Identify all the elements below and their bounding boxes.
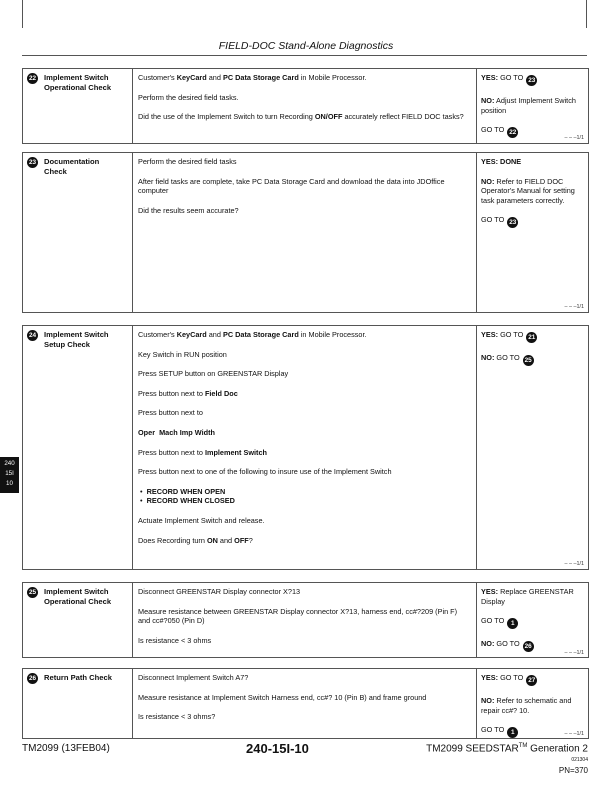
section-23-title: Documentation (44, 157, 100, 166)
step-number-icon: 26 (28, 675, 37, 682)
footer-code: 021304 (571, 757, 588, 763)
section-25-title: Implement Switch (44, 587, 109, 596)
header-left-rule (22, 0, 23, 28)
goto-result: GO TO 22 (481, 125, 517, 137)
procedure-step: Disconnect GREENSTAR Display connector X?13 (138, 587, 301, 596)
section-25-procedure (132, 583, 477, 657)
step-number-icon: 22 (28, 75, 37, 82)
section-25-title-2: Operational Check (44, 597, 112, 606)
continuation-mark: – – –1/1 (564, 135, 584, 141)
goto-step-icon[interactable]: 27 (528, 677, 536, 684)
continuation-mark: – – –1/1 (564, 731, 584, 737)
section-24 (22, 325, 589, 570)
procedure-step: Press SETUP button on GREENSTAR Display (138, 369, 289, 379)
procedure-step: Perform the desired field tasks. (138, 92, 239, 102)
side-tab-line2: 15I (5, 470, 14, 477)
goto-step-icon[interactable]: 23 (509, 219, 517, 227)
section-26-title-cell (23, 669, 132, 738)
goto-step-icon[interactable]: 26 (524, 643, 532, 651)
procedure-step: Customer's KeyCard and PC Data Storage Card in Mobile Processor. (138, 330, 367, 339)
section-23-title-cell (23, 153, 132, 312)
procedure-step: Measure resistance at Implement Switch Harness end, cc#? 10 (Pin B) and frame ground (138, 692, 427, 702)
no-result: NO: Refer to schematic and repair cc#? 10. (481, 696, 572, 715)
no-result: NO: Adjust Implement Switch position (481, 96, 576, 115)
step-number-icon: 23 (28, 159, 37, 166)
section-24-title: Implement Switch (44, 330, 109, 339)
procedure-step: Press button next to Implement Switch (138, 447, 267, 457)
footer-page-number: 240-15I-10 (246, 741, 309, 756)
section-25-result (476, 583, 588, 657)
header-divider (22, 55, 587, 56)
goto-step-icon[interactable]: 21 (528, 334, 536, 341)
section-24-title-2: Setup Check (44, 340, 90, 349)
procedure-step: Press button next to one of the following to insure use of the Implement Switch (138, 467, 392, 477)
step-number-icon: 24 (28, 332, 37, 339)
header-right-rule (586, 0, 587, 28)
yes-result: YES: DONE (481, 157, 522, 166)
section-24-title-cell (23, 326, 132, 569)
procedure-step: Perform the desired field tasks (138, 157, 237, 166)
list-item: • RECORD WHEN CLOSED (140, 496, 471, 506)
section-26 (22, 668, 589, 739)
section-22-procedure (132, 69, 477, 143)
goto-step-icon[interactable]: 22 (509, 129, 517, 137)
continuation-mark: – – –1/1 (564, 561, 584, 567)
record-options-list (138, 487, 471, 506)
section-26-result (476, 669, 588, 738)
section-25-title-cell (23, 583, 132, 657)
side-tab-line3: 10 (6, 480, 13, 487)
goto-result: GO TO 1 (481, 616, 585, 629)
procedure-step: Customer's KeyCard and PC Data Storage Card in Mobile Processor. (138, 73, 367, 82)
goto-step-icon[interactable]: 1 (507, 618, 518, 629)
procedure-step: Press button next to (138, 408, 203, 418)
section-22-title-2: Operational Check (44, 83, 112, 92)
side-tab (0, 457, 19, 493)
procedure-step: After field tasks are complete, take PC Data Storage Card and download the data into JDOffice computer (138, 176, 445, 196)
section-22-title: Implement Switch (44, 73, 109, 82)
procedure-step: Oper Mach Imp Width (138, 427, 215, 437)
goto-step-icon[interactable]: 25 (524, 357, 532, 364)
section-24-result (476, 326, 588, 569)
footer-doc-id: TM2099 (13FEB04) (22, 743, 110, 754)
procedure-step: Is resistance < 3 ohms (138, 635, 212, 645)
no-result: NO: GO TO 26 (481, 639, 532, 651)
procedure-step: Measure resistance between GREENSTAR Display connector X?13, harness end, cc#?209 (Pin F) and cc#?050 (Pin D) (138, 606, 458, 626)
section-26-title: Return Path Check (44, 673, 112, 682)
section-24-procedure (132, 326, 477, 569)
continuation-mark: – – –1/1 (564, 650, 584, 656)
no-result: NO: GO TO 25 (481, 353, 532, 364)
no-result: NO: Refer to FIELD DOC Operator's Manual for setting task parameters correctly. (481, 176, 575, 205)
yes-result: YES: Replace GREENSTAR Display (481, 587, 574, 606)
section-25 (22, 582, 589, 658)
procedure-step: Actuate Implement Switch and release. (138, 515, 265, 525)
continuation-mark: – – –1/1 (564, 304, 584, 310)
goto-result: GO TO 23 (481, 215, 517, 227)
goto-step-icon[interactable]: 23 (528, 77, 536, 84)
footer-pn: PN=370 (558, 766, 588, 775)
procedure-step: Does Recording turn ON and OFF? (138, 535, 253, 545)
procedure-step: Did the use of the Implement Switch to turn Recording ON/OFF accurately reflect FIELD DOC tasks? (138, 112, 464, 122)
procedure-step: Key Switch in RUN position (138, 349, 227, 359)
procedure-step: Press button next to Field Doc (138, 388, 238, 398)
yes-result: YES: GO TO 23 (481, 73, 536, 84)
section-22 (22, 68, 589, 144)
section-23-procedure (132, 153, 477, 312)
footer-title: TM2099 SEEDSTAR™ Generation 2 (426, 743, 588, 755)
section-22-title-cell (23, 69, 132, 143)
procedure-step: Disconnect Implement Switch A7? (138, 673, 249, 682)
procedure-step: Did the results seem accurate? (138, 205, 239, 215)
list-item: • RECORD WHEN OPEN (140, 487, 471, 497)
procedure-step: Is resistance < 3 ohms? (138, 712, 216, 722)
goto-step-icon[interactable]: 1 (507, 727, 518, 738)
section-23 (22, 152, 589, 313)
yes-result: YES: GO TO 27 (481, 673, 536, 684)
goto-result: GO TO 1 (481, 725, 585, 738)
section-23-title-2: Check (44, 167, 67, 176)
section-22-result (476, 69, 588, 143)
section-26-procedure (132, 669, 477, 738)
side-tab-line1: 240 (4, 460, 15, 467)
page-title: FIELD-DOC Stand-Alone Diagnostics (218, 40, 394, 52)
yes-result: YES: GO TO 21 (481, 330, 536, 341)
section-23-result (476, 153, 588, 312)
step-number-icon: 25 (28, 589, 37, 596)
